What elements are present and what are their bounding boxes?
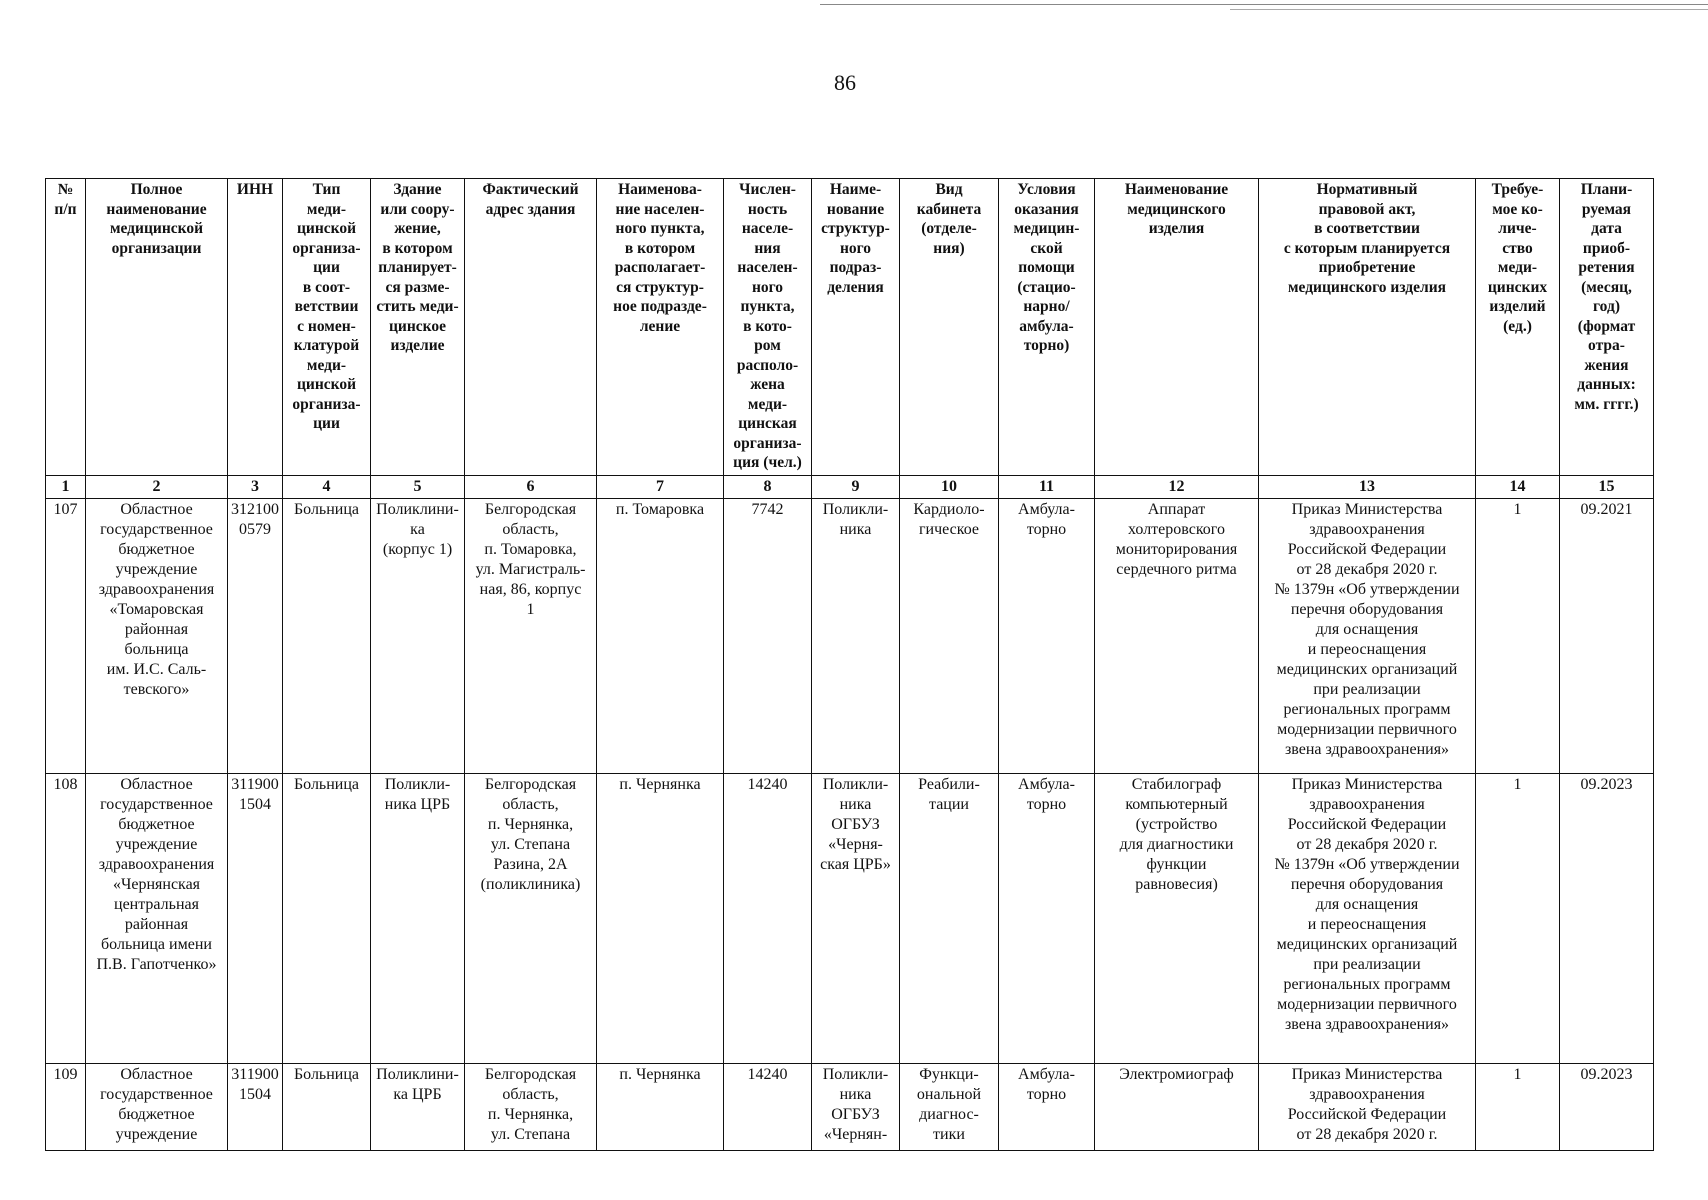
building: Поликлини- ка (корпус 1) bbox=[371, 499, 465, 774]
purchase-date: 09.2021 bbox=[1560, 499, 1654, 774]
column-number: 11 bbox=[999, 476, 1095, 499]
row-number: 107 bbox=[46, 499, 86, 774]
organization-name: Областное государственное бюджетное учреждение здравоохранения «Томаровская районная больница им. И.С. Саль- тевского» bbox=[86, 499, 228, 774]
inn-value: 311900 1504 bbox=[228, 1064, 283, 1151]
cabinet-type: Кардиоло- гическое bbox=[900, 499, 999, 774]
address: Белгородская область, п. Чернянка, ул. Степана Разина, 2А (поликлиника) bbox=[465, 774, 597, 1064]
column-number: 10 bbox=[900, 476, 999, 499]
row-number: 108 bbox=[46, 774, 86, 1064]
purchase-date: 09.2023 bbox=[1560, 1064, 1654, 1151]
structural-unit: Поликли- ника ОГБУЗ «Черня- ская ЦРБ» bbox=[812, 774, 900, 1064]
address: Белгородская область, п. Чернянка, ул. Степана bbox=[465, 1064, 597, 1151]
header-locality: Наименова- ние населен- ного пункта, в котором располагает- ся структур- ное подразде- ление bbox=[597, 179, 724, 476]
column-number: 5 bbox=[371, 476, 465, 499]
header-cabinet: Вид кабинета (отделе- ния) bbox=[900, 179, 999, 476]
column-number: 1 bbox=[46, 476, 86, 499]
column-number: 14 bbox=[1476, 476, 1560, 499]
legal-act: Приказ Министерства здравоохранения Российской Федерации от 28 декабря 2020 г. № 1379н «Об утверждении перечня оборудования для оснащения и переоснащения медицинских организаций при реализации региональных программ модернизации первичного звена здравоохранения» bbox=[1259, 499, 1476, 774]
structural-unit: Поликли- ника bbox=[812, 499, 900, 774]
header-unit: Наиме- нование структур- ного подраз- деления bbox=[812, 179, 900, 476]
header-legal-act: Нормативный правовой акт, в соответствии с которым планируется приобретение медицинского изделия bbox=[1259, 179, 1476, 476]
column-number: 13 bbox=[1259, 476, 1476, 499]
scan-edge-line bbox=[820, 4, 1708, 5]
header-conditions: Условия оказания медицин- ской помощи (стацио- нарно/ амбула- торно) bbox=[999, 179, 1095, 476]
population: 14240 bbox=[724, 774, 812, 1064]
scan-edge-line bbox=[1230, 9, 1708, 10]
care-conditions: Амбула- торно bbox=[999, 774, 1095, 1064]
header-population: Числен- ность населе- ния населен- ного пункта, в кото- ром располо- жена меди- цинская организа- ция (чел.) bbox=[724, 179, 812, 476]
legal-act: Приказ Министерства здравоохранения Российской Федерации от 28 декабря 2020 г. № 1379н «Об утверждении перечня оборудования для оснащения и переоснащения медицинских организаций при реализации региональных программ модернизации первичного звена здравоохранения» bbox=[1259, 774, 1476, 1064]
quantity: 1 bbox=[1476, 774, 1560, 1064]
column-number: 15 bbox=[1560, 476, 1654, 499]
cabinet-type: Реабили- тации bbox=[900, 774, 999, 1064]
org-type: Больница bbox=[283, 1064, 371, 1151]
header-address: Фактический адрес здания bbox=[465, 179, 597, 476]
device-name: Аппарат холтеровского мониторирования сердечного ритма bbox=[1095, 499, 1259, 774]
address: Белгородская область, п. Томаровка, ул. Магистраль- ная, 86, корпус 1 bbox=[465, 499, 597, 774]
locality: п. Чернянка bbox=[597, 774, 724, 1064]
header-number: № п/п bbox=[46, 179, 86, 476]
column-number: 9 bbox=[812, 476, 900, 499]
column-number: 7 bbox=[597, 476, 724, 499]
building: Поликли- ника ЦРБ bbox=[371, 774, 465, 1064]
quantity: 1 bbox=[1476, 499, 1560, 774]
organization-name: Областное государственное бюджетное учреждение здравоохранения «Чернянская центральная районная больница имени П.В. Гапотченко» bbox=[86, 774, 228, 1064]
legal-act: Приказ Министерства здравоохранения Российской Федерации от 28 декабря 2020 г. bbox=[1259, 1064, 1476, 1151]
header-device: Наименование медицинского изделия bbox=[1095, 179, 1259, 476]
header-date: Плани- руемая дата приоб- ретения (месяц, год) (формат отра- жения данных: мм. гггг.) bbox=[1560, 179, 1654, 476]
purchase-date: 09.2023 bbox=[1560, 774, 1654, 1064]
building: Поликлини- ка ЦРБ bbox=[371, 1064, 465, 1151]
column-number: 2 bbox=[86, 476, 228, 499]
structural-unit: Поликли- ника ОГБУЗ «Чернян- bbox=[812, 1064, 900, 1151]
page-number: 86 bbox=[834, 70, 856, 95]
org-type: Больница bbox=[283, 499, 371, 774]
locality: п. Томаровка bbox=[597, 499, 724, 774]
header-building: Здание или соору- жение, в котором планирует- ся разме- стить меди- цинское изделие bbox=[371, 179, 465, 476]
column-number: 8 bbox=[724, 476, 812, 499]
column-number: 6 bbox=[465, 476, 597, 499]
cabinet-type: Функци- ональной диагнос- тики bbox=[900, 1064, 999, 1151]
table-header-row bbox=[46, 179, 1654, 476]
header-quantity: Требуе- мое ко- личе- ство меди- цинских изделий (ед.) bbox=[1476, 179, 1560, 476]
organization-name: Областное государственное бюджетное учреждение bbox=[86, 1064, 228, 1151]
device-name: Электромиограф bbox=[1095, 1064, 1259, 1151]
population: 14240 bbox=[724, 1064, 812, 1151]
column-number: 12 bbox=[1095, 476, 1259, 499]
table-row bbox=[46, 1064, 1654, 1151]
header-org-type: Тип меди- цинской организа- ции в соот- ветствии с номен- клатурой меди- цинской организа- ции bbox=[283, 179, 371, 476]
column-number-row bbox=[46, 476, 1654, 499]
inn-value: 311900 1504 bbox=[228, 774, 283, 1064]
column-number: 3 bbox=[228, 476, 283, 499]
equipment-table bbox=[45, 178, 1654, 1151]
inn-value: 312100 0579 bbox=[228, 499, 283, 774]
device-name: Стабилограф компьютерный (устройство для диагностики функции равновесия) bbox=[1095, 774, 1259, 1064]
org-type: Больница bbox=[283, 774, 371, 1064]
population: 7742 bbox=[724, 499, 812, 774]
care-conditions: Амбула- торно bbox=[999, 499, 1095, 774]
care-conditions: Амбула- торно bbox=[999, 1064, 1095, 1151]
column-number: 4 bbox=[283, 476, 371, 499]
row-number: 109 bbox=[46, 1064, 86, 1151]
table-row bbox=[46, 499, 1654, 774]
quantity: 1 bbox=[1476, 1064, 1560, 1151]
header-inn: ИНН bbox=[228, 179, 283, 476]
header-organization: Полное наименование медицинской организации bbox=[86, 179, 228, 476]
locality: п. Чернянка bbox=[597, 1064, 724, 1151]
table-row bbox=[46, 774, 1654, 1064]
